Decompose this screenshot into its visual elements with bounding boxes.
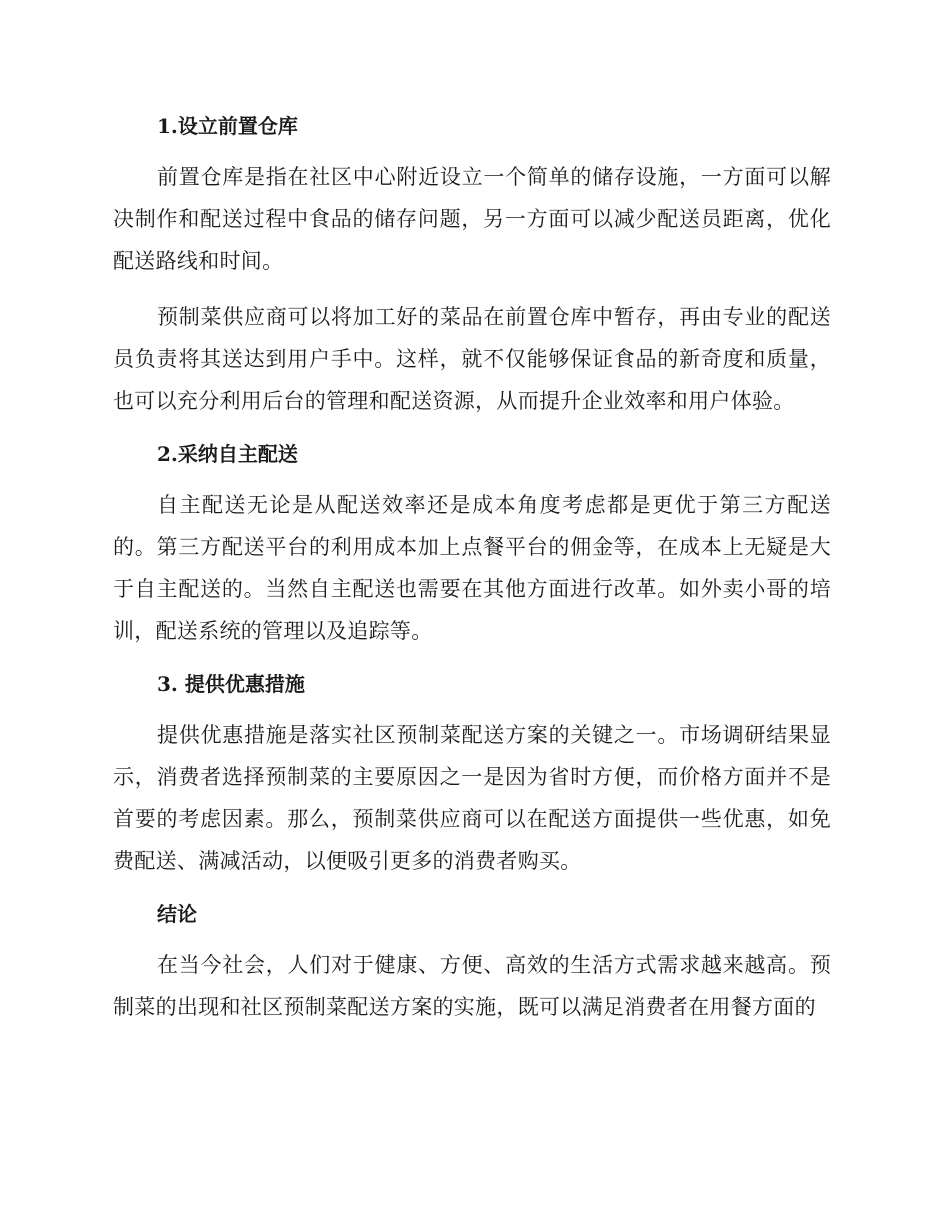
paragraph: 提供优惠措施是落实社区预制菜配送方案的关键之一。市场调研结果显示，消费者选择预制菜的主要原因之一是因为省时方便，而价格方面并不是首要的考虑因素。那么，预制菜供应商可以在配送方面提供一些优惠，如免费配送、满减活动，以便吸引更多的消费者购买。	[113, 723, 831, 873]
section-heading-conclusion: 结论	[157, 902, 197, 926]
section-heading-2: 2.采纳自主配送	[157, 442, 298, 466]
section-heading-1: 1.设立前置仓库	[157, 114, 298, 138]
paragraph: 自主配送无论是从配送效率还是成本角度考虑都是更优于第三方配送的。第三方配送平台的利用成本加上点餐平台的佣金等，在成本上无疑是大于自主配送的。当然自主配送也需要在其他方面进行改革。如外卖小哥的培训，配送系统的管理以及追踪等。	[113, 493, 831, 643]
paragraph: 在当今社会，人们对于健康、方便、高效的生活方式需求越来越高。预制菜的出现和社区预制菜配送方案的实施，既可以满足消费者在用餐方面的	[113, 953, 831, 1019]
document-page	[113, 108, 831, 1042]
paragraph: 前置仓库是指在社区中心附近设立一个简单的储存设施，一方面可以解决制作和配送过程中食品的储存问题，另一方面可以减少配送员距离，优化配送路线和时间。	[113, 165, 831, 273]
paragraph: 预制菜供应商可以将加工好的菜品在前置仓库中暂存，再由专业的配送员负责将其送达到用户手中。这样，就不仅能够保证食品的新奇度和质量，也可以充分利用后台的管理和配送资源，从而提升企业效率和用户体验。	[113, 305, 831, 413]
section-heading-3: 3. 提供优惠措施	[157, 672, 305, 696]
